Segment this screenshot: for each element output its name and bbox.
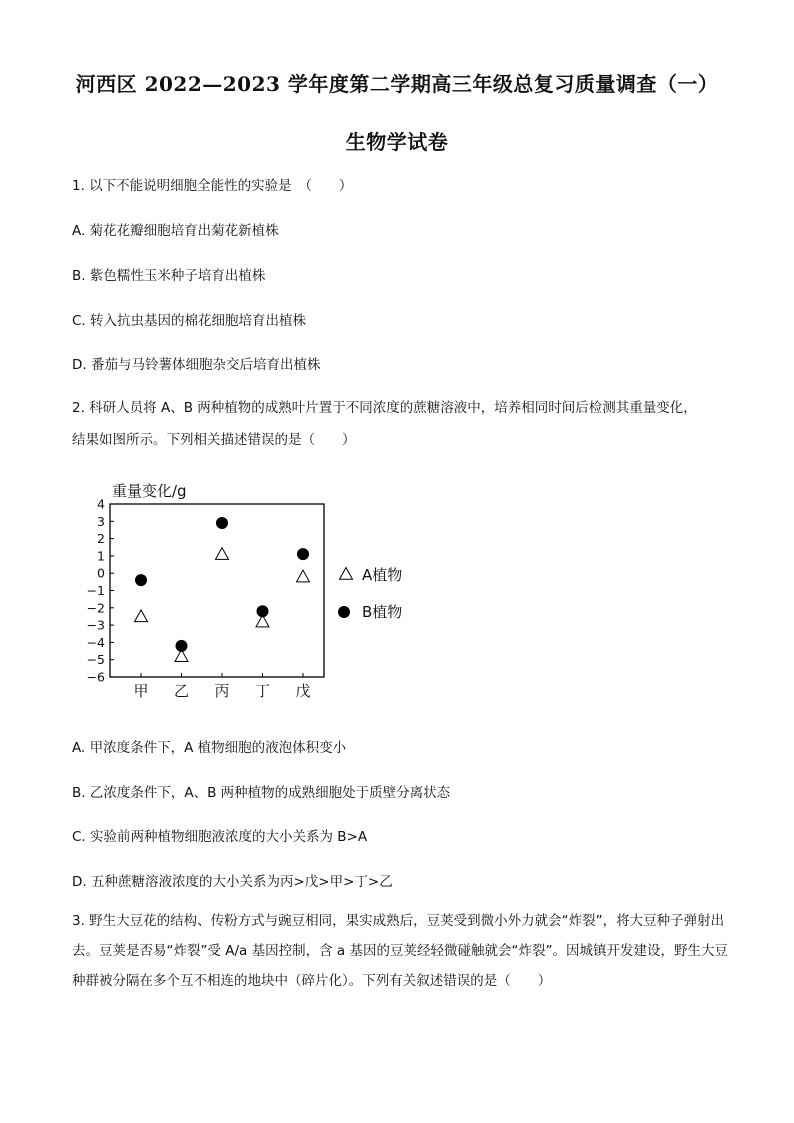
legend-b-label: B植物 — [362, 603, 403, 621]
legend-a-marker — [340, 568, 353, 580]
q1-stem: 1. 以下不能说明细胞全能性的实验是 （ ） — [72, 178, 353, 194]
page-title: 河西区 2022—2023 学年度第二学期高三年级总复习质量调查（一） — [75, 72, 719, 96]
weight-change-chart — [80, 472, 440, 712]
y-axis-label: 重量变化/g — [112, 482, 187, 500]
x-tick-label: 丁 — [254, 682, 271, 700]
y-tick-label: −1 — [86, 583, 105, 598]
legend-b-marker — [338, 606, 350, 618]
y-tick-label: 3 — [97, 513, 105, 529]
q3-stem: 3. 野生大豆花的结构、传粉方式与豌豆相同，果实成熟后，豆荚受到微小外力就会“炸裂”，将大豆种子弹射出去。豆荚是否易“炸裂”受 A/a 基因控制，含 a 基因的豆荚经轻微碰触就会“炸裂”。因城镇开发建设，野生大豆种群被分隔在多个互不相连的地块中（碎片化）。下列有关叙述错误的是（ ） — [72, 913, 728, 989]
series-b-point — [257, 605, 269, 617]
q2-stem-line2: 结果如图所示。下列相关描述错误的是（ ） — [72, 432, 356, 448]
y-tick-label: 1 — [97, 548, 105, 564]
y-tick-label: 2 — [97, 531, 105, 547]
series-a-point — [135, 610, 148, 622]
series-a-point — [216, 548, 229, 560]
y-tick-label: −3 — [86, 617, 105, 633]
q1-option-d: D. 番茄与马铃薯体细胞杂交后培育出植株 — [72, 357, 321, 373]
series-a-point — [297, 570, 310, 582]
q1-option-a: A. 菊花花瓣细胞培育出菊花新植株 — [72, 223, 279, 239]
series-b-point — [297, 548, 309, 560]
page-subtitle: 生物学试卷 — [345, 130, 449, 154]
y-tick-label: −6 — [86, 669, 105, 685]
y-tick-label: −5 — [86, 652, 105, 668]
series-b-point — [176, 640, 188, 652]
q2-option-b: B. 乙浓度条件下，A、B 两种植物的成熟细胞处于质壁分离状态 — [72, 785, 451, 801]
q1-option-c: C. 转入抗虫基因的棉花细胞培育出植株 — [72, 313, 307, 329]
plot-frame — [110, 504, 324, 677]
y-tick-label: 0 — [97, 565, 105, 581]
y-tick-label: −2 — [86, 600, 105, 616]
series-b-point — [216, 517, 228, 529]
q2-option-d: D. 五种蔗糖溶液浓度的大小关系为丙>戊>甲>丁>乙 — [72, 874, 393, 890]
x-tick-label: 丙 — [214, 682, 230, 700]
y-tick-label: 4 — [97, 496, 105, 512]
y-tick-label: −4 — [86, 634, 105, 650]
x-tick-label: 乙 — [173, 682, 190, 700]
q2-option-a: A. 甲浓度条件下，A 植物细胞的液泡体积变小 — [72, 740, 347, 756]
legend-a-label: A植物 — [362, 566, 403, 584]
q2-stem-line1: 2. 科研人员将 A、B 两种植物的成熟叶片置于不同浓度的蔗糖溶液中，培养相同时间后检测其重量变化， — [72, 400, 697, 416]
series-b-point — [135, 574, 147, 586]
q1-option-b: B. 紫色糯性玉米种子培育出植株 — [72, 268, 266, 284]
x-tick-label: 戊 — [295, 682, 311, 700]
x-tick-label: 甲 — [133, 682, 149, 700]
q2-option-c: C. 实验前两种植物细胞液浓度的大小关系为 B>A — [72, 829, 368, 845]
